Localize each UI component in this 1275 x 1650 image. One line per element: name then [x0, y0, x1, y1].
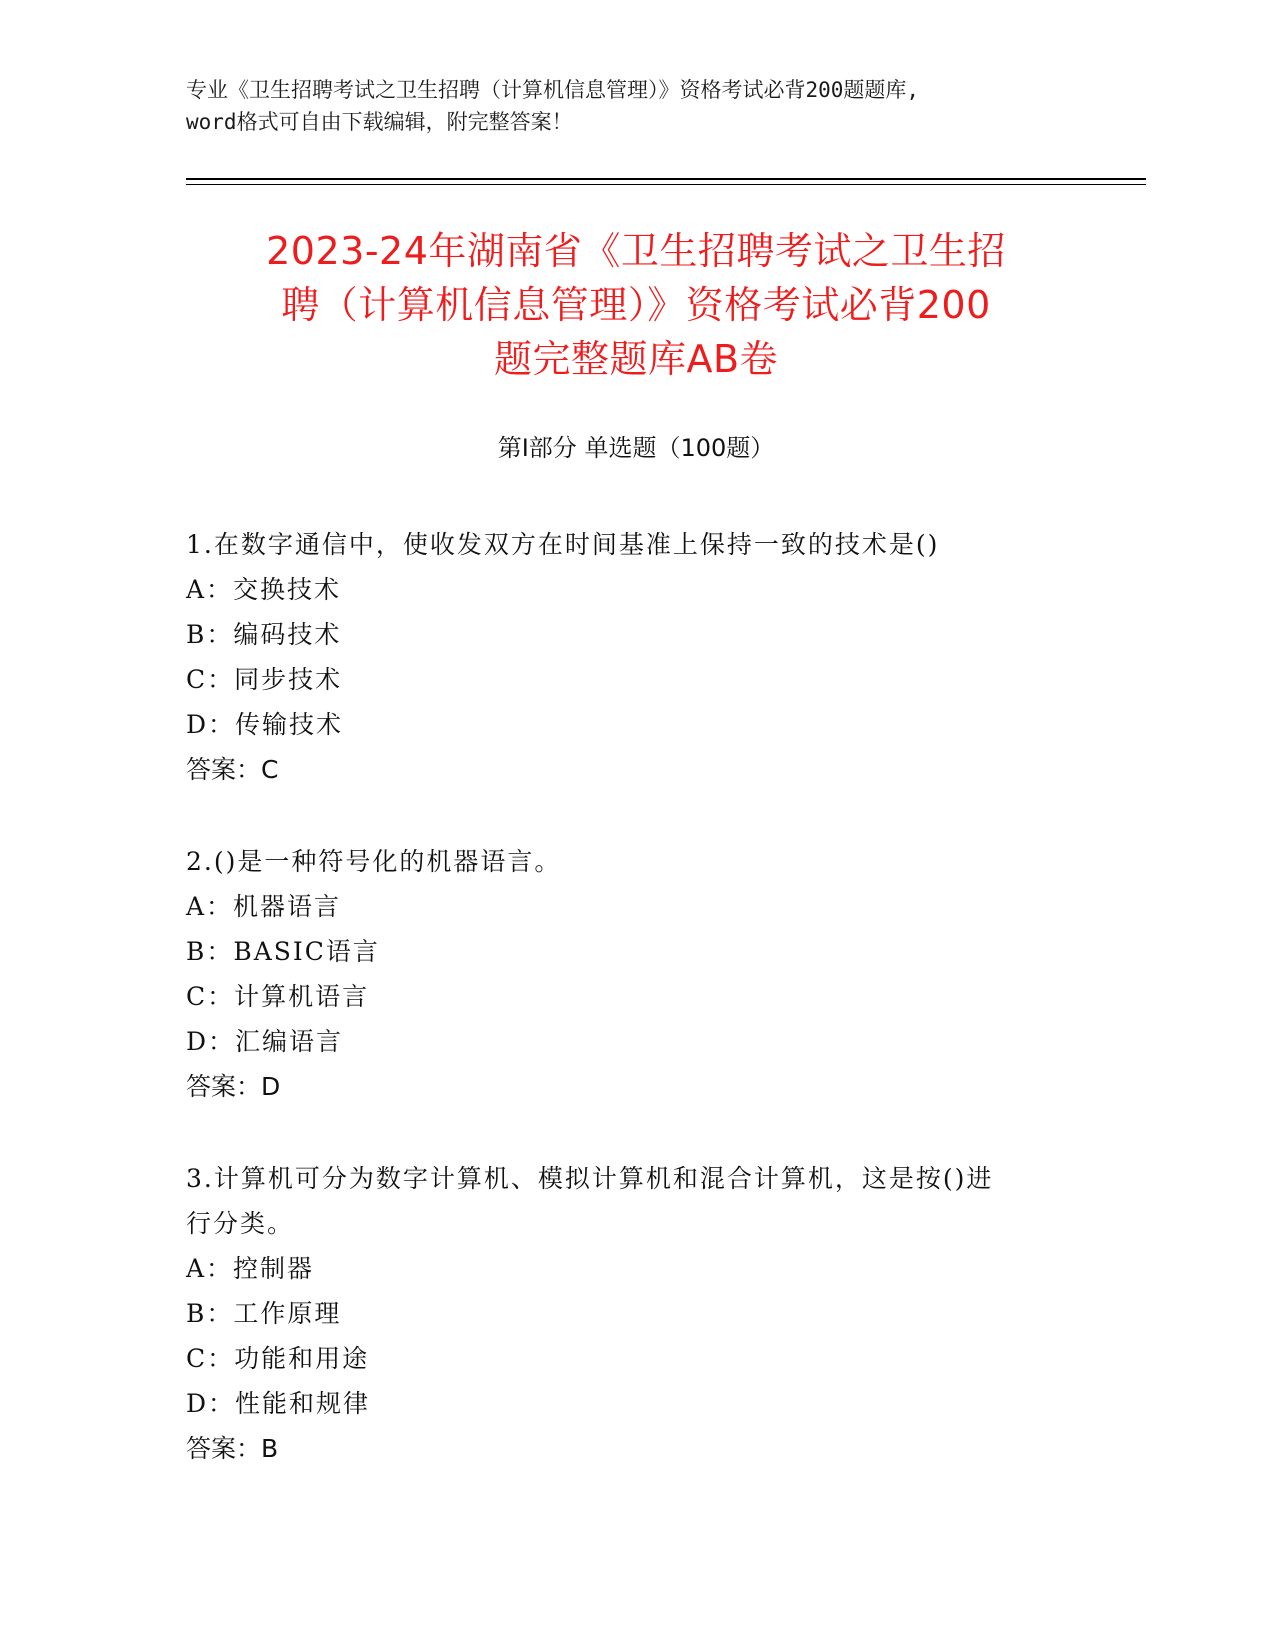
question-stem: 1.在数字通信中，使收发双方在时间基准上保持一致的技术是(): [186, 530, 940, 559]
question-2: [186, 839, 1086, 1109]
question-stem: 2.()是一种符号化的机器语言。: [186, 847, 562, 876]
header-divider-thick: [186, 178, 1146, 180]
option-d: D：传输技术: [186, 710, 344, 739]
question-3: [186, 1156, 1086, 1471]
option-c: C：同步技术: [186, 665, 343, 694]
question-stem-line-2: 行分类。: [186, 1209, 295, 1238]
answer: 答案：C: [186, 755, 279, 784]
answer: 答案：D: [186, 1072, 281, 1101]
title-line-2: 聘（计算机信息管理）》资格考试必背200: [281, 283, 991, 327]
question-stem-line-1: 3.计算机可分为数字计算机、模拟计算机和混合计算机，这是按()进: [186, 1164, 994, 1193]
header-divider-thin: [186, 184, 1146, 185]
title-line-3: 题完整题库AB卷: [493, 337, 779, 381]
answer: 答案：B: [186, 1434, 279, 1463]
option-c: C：功能和用途: [186, 1344, 370, 1373]
option-b: B：BASIC语言: [186, 937, 380, 966]
option-b: B：工作原理: [186, 1299, 342, 1328]
title-line-1: 2023-24年湖南省《卫生招聘考试之卫生招: [266, 229, 1006, 273]
option-c: C：计算机语言: [186, 982, 370, 1011]
header-note-line-1: 专业《卫生招聘考试之卫生招聘（计算机信息管理）》资格考试必背200题题库,: [186, 78, 920, 102]
header-note: [186, 74, 1086, 138]
option-d: D：汇编语言: [186, 1027, 344, 1056]
question-1: [186, 522, 1086, 792]
option-a: A：控制器: [186, 1254, 315, 1283]
option-b: B：编码技术: [186, 620, 342, 649]
option-a: A：交换技术: [186, 575, 342, 604]
header-note-line-2: word格式可自由下载编辑，附完整答案！: [186, 110, 573, 134]
option-a: A：机器语言: [186, 892, 342, 921]
document-title: [186, 224, 1086, 386]
section-heading: 第Ⅰ部分 单选题（100题）: [497, 434, 775, 462]
option-d: D：性能和规律: [186, 1389, 371, 1418]
